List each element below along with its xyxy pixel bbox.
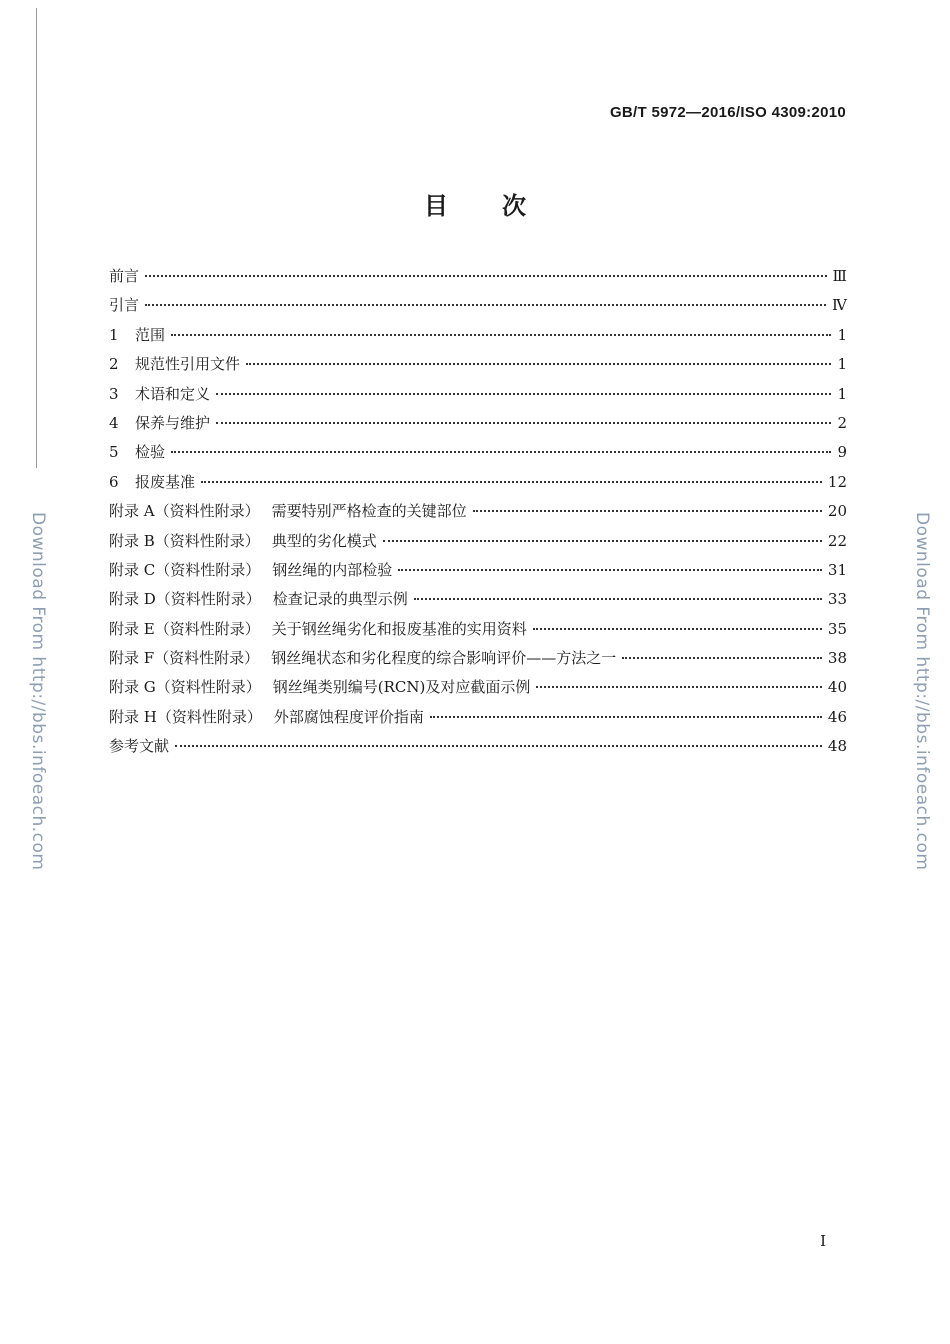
toc-entry[interactable] bbox=[109, 350, 847, 379]
toc-entry[interactable] bbox=[109, 291, 847, 320]
toc-entry-label bbox=[109, 615, 527, 644]
toc-entry-label bbox=[109, 380, 210, 409]
toc-entry-appendix-prefix: 附录 B（资料性附录） bbox=[109, 531, 260, 550]
toc-entry-page: 33 bbox=[827, 590, 847, 609]
toc-entry-page: 20 bbox=[827, 502, 847, 521]
toc-entry[interactable] bbox=[109, 497, 847, 526]
toc-entry-label bbox=[109, 262, 139, 291]
toc-entry-title: 术语和定义 bbox=[135, 384, 211, 403]
toc-entry-page: 1 bbox=[837, 325, 847, 344]
toc-dot-leader bbox=[536, 685, 822, 688]
toc-entry-label bbox=[109, 585, 408, 614]
toc-entry-page: 48 bbox=[827, 737, 847, 756]
toc-entry-number: 6 bbox=[109, 472, 119, 491]
toc-entry[interactable] bbox=[109, 556, 847, 585]
toc-dot-leader bbox=[533, 627, 822, 630]
toc-entry[interactable] bbox=[109, 409, 847, 438]
toc-entry[interactable] bbox=[109, 615, 847, 644]
toc-entry-title: 参考文献 bbox=[109, 737, 170, 756]
toc-entry-title: 保养与维护 bbox=[135, 413, 211, 432]
toc-dot-leader bbox=[398, 568, 822, 571]
toc-entry[interactable] bbox=[109, 468, 847, 497]
toc-entry-label bbox=[109, 468, 195, 497]
toc-entry-title: 典型的劣化模式 bbox=[271, 531, 377, 550]
toc-entry-number: 1 bbox=[109, 325, 119, 344]
toc-entry-title: 前言 bbox=[109, 267, 140, 285]
toc-entry[interactable] bbox=[109, 527, 847, 556]
toc-entry-label bbox=[109, 673, 530, 702]
toc-entry-label bbox=[109, 556, 392, 585]
toc-entry-title: 检查记录的典型示例 bbox=[272, 590, 408, 609]
toc-entry-appendix-prefix: 附录 H（资料性附录） bbox=[109, 707, 262, 726]
toc-title-char-1: 目 bbox=[424, 192, 448, 220]
toc-entry-label bbox=[109, 350, 240, 379]
toc-list bbox=[109, 262, 847, 762]
toc-entry[interactable] bbox=[109, 585, 847, 614]
toc-entry-title: 钢丝绳类别编号(RCN)及对应截面示例 bbox=[272, 678, 531, 697]
watermark-right: Download From http://bbs.infoeach.com bbox=[912, 512, 932, 871]
toc-entry-title: 引言 bbox=[109, 296, 140, 315]
toc-entry-page: Ⅲ bbox=[832, 267, 847, 285]
toc-entry[interactable] bbox=[109, 262, 847, 291]
toc-dot-leader bbox=[383, 539, 822, 542]
toc-entry-page: 1 bbox=[837, 384, 847, 403]
toc-dot-leader bbox=[622, 656, 822, 659]
toc-entry[interactable] bbox=[109, 732, 847, 761]
toc-dot-leader bbox=[145, 303, 826, 306]
toc-title bbox=[0, 186, 950, 221]
toc-entry[interactable] bbox=[109, 673, 847, 702]
toc-entry[interactable] bbox=[109, 321, 847, 350]
toc-entry-page: 38 bbox=[827, 649, 847, 668]
toc-entry-page: 31 bbox=[827, 560, 847, 579]
toc-entry[interactable] bbox=[109, 644, 847, 673]
toc-entry-label bbox=[109, 644, 616, 673]
toc-entry-appendix-prefix: 附录 G（资料性附录） bbox=[109, 678, 261, 697]
toc-dot-leader bbox=[175, 744, 822, 747]
toc-entry-title: 钢丝绳的内部检验 bbox=[272, 560, 393, 579]
toc-entry-page: 35 bbox=[827, 619, 847, 638]
toc-entry[interactable] bbox=[109, 438, 847, 467]
toc-entry-page: Ⅳ bbox=[832, 296, 847, 315]
toc-entry-appendix-prefix: 附录 E（资料性附录） bbox=[109, 619, 260, 638]
toc-entry-title: 关于钢丝绳劣化和报废基准的实用资料 bbox=[271, 619, 527, 638]
toc-entry-page: 12 bbox=[827, 472, 847, 491]
toc-entry-label bbox=[109, 409, 210, 438]
toc-dot-leader bbox=[430, 715, 822, 718]
toc-entry-number: 2 bbox=[109, 355, 119, 374]
toc-dot-leader bbox=[246, 362, 831, 365]
toc-entry-appendix-prefix: 附录 A（资料性附录） bbox=[109, 502, 260, 521]
toc-entry-label bbox=[109, 527, 377, 556]
toc-title-char-2: 次 bbox=[502, 192, 526, 220]
toc-entry-page: 22 bbox=[827, 531, 847, 550]
toc-entry-page: 1 bbox=[837, 355, 847, 374]
toc-entry-number: 3 bbox=[109, 384, 119, 403]
toc-entry-label bbox=[109, 497, 467, 526]
toc-entry-title: 检验 bbox=[135, 443, 166, 462]
toc-entry-title: 需要特别严格检查的关键部位 bbox=[271, 502, 467, 521]
toc-entry[interactable] bbox=[109, 703, 847, 732]
toc-entry-appendix-prefix: 附录 F（资料性附录） bbox=[109, 649, 260, 668]
toc-entry-title: 范围 bbox=[135, 325, 166, 344]
toc-entry-label bbox=[109, 321, 165, 350]
toc-dot-leader bbox=[216, 421, 831, 424]
toc-entry-number: 5 bbox=[109, 443, 119, 462]
scan-edge-line bbox=[36, 8, 37, 468]
toc-entry[interactable] bbox=[109, 380, 847, 409]
toc-entry-title: 外部腐蚀程度评价指南 bbox=[273, 707, 424, 726]
toc-dot-leader bbox=[171, 450, 831, 453]
toc-entry-title: 规范性引用文件 bbox=[135, 355, 241, 374]
toc-entry-label bbox=[109, 438, 165, 467]
page-number: I bbox=[820, 1232, 826, 1250]
toc-entry-title: 报废基准 bbox=[135, 472, 196, 491]
toc-entry-page: 2 bbox=[837, 413, 847, 432]
toc-dot-leader bbox=[145, 274, 827, 277]
toc-entry-label bbox=[109, 703, 424, 732]
toc-entry-page: 40 bbox=[827, 678, 847, 697]
toc-dot-leader bbox=[171, 333, 831, 336]
toc-entry-page: 46 bbox=[827, 707, 847, 726]
toc-entry-label bbox=[109, 291, 139, 320]
toc-entry-number: 4 bbox=[109, 413, 119, 432]
toc-entry-page: 9 bbox=[837, 443, 847, 462]
toc-entry-title: 钢丝绳状态和劣化程度的综合影响评价——方法之一 bbox=[271, 649, 617, 668]
toc-entry-appendix-prefix: 附录 C（资料性附录） bbox=[109, 560, 261, 579]
toc-dot-leader bbox=[473, 509, 822, 512]
toc-entry-appendix-prefix: 附录 D（资料性附录） bbox=[109, 590, 261, 609]
watermark-left: Download From http://bbs.infoeach.com bbox=[28, 512, 48, 871]
toc-entry-label bbox=[109, 732, 169, 761]
toc-dot-leader bbox=[414, 597, 822, 600]
toc-dot-leader bbox=[216, 392, 831, 395]
standard-code: GB/T 5972—2016/ISO 4309:2010 bbox=[609, 104, 846, 121]
toc-dot-leader bbox=[201, 480, 822, 483]
